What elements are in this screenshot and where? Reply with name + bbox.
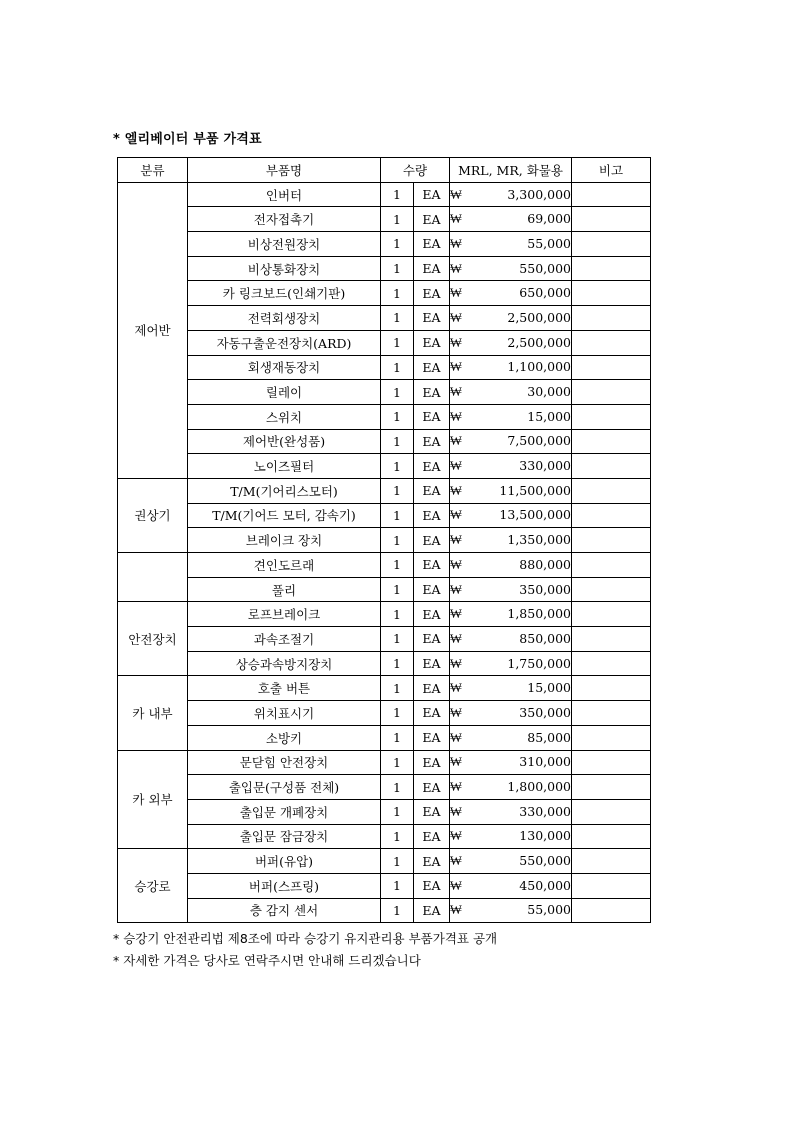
quantity-cell: 1 xyxy=(381,849,414,874)
document-title: * 엘리베이터 부품 가격표 xyxy=(113,132,262,147)
part-name-cell: 상승과속방지장치 xyxy=(188,651,381,676)
price-amount: 350,000 xyxy=(519,581,571,597)
table-row xyxy=(118,232,651,257)
unit-cell: EA xyxy=(414,528,450,553)
header-part-name: 부품명 xyxy=(188,158,381,183)
price-cell xyxy=(450,478,572,503)
part-name-cell: 인버터 xyxy=(188,182,381,207)
part-name-cell: 소방키 xyxy=(188,725,381,750)
currency-symbol: ₩ xyxy=(450,556,462,572)
quantity-cell: 1 xyxy=(381,627,414,652)
price-cell xyxy=(450,849,572,874)
price-cell xyxy=(450,676,572,701)
price-amount: 330,000 xyxy=(519,458,571,474)
remarks-cell xyxy=(572,701,651,726)
quantity-cell: 1 xyxy=(381,281,414,306)
part-name-cell: 과속조절기 xyxy=(188,627,381,652)
quantity-cell: 1 xyxy=(381,355,414,380)
price-amount: 85,000 xyxy=(527,729,571,745)
quantity-cell: 1 xyxy=(381,232,414,257)
unit-cell: EA xyxy=(414,849,450,874)
quantity-cell: 1 xyxy=(381,898,414,923)
unit-cell: EA xyxy=(414,651,450,676)
quantity-cell: 1 xyxy=(381,725,414,750)
currency-symbol: ₩ xyxy=(450,260,462,276)
table-row xyxy=(118,330,651,355)
part-name-cell: 노이즈필터 xyxy=(188,454,381,479)
category-cell: 카 내부 xyxy=(118,676,188,750)
currency-symbol: ₩ xyxy=(450,433,462,449)
unit-cell: EA xyxy=(414,330,450,355)
unit-cell: EA xyxy=(414,429,450,454)
price-cell xyxy=(450,256,572,281)
quantity-cell: 1 xyxy=(381,380,414,405)
table-row xyxy=(118,577,651,602)
remarks-cell xyxy=(572,577,651,602)
table-row xyxy=(118,207,651,232)
price-cell xyxy=(450,873,572,898)
currency-symbol: ₩ xyxy=(450,309,462,325)
currency-symbol: ₩ xyxy=(450,877,462,893)
part-name-cell: 견인도르래 xyxy=(188,553,381,578)
table-row xyxy=(118,627,651,652)
notes xyxy=(113,928,497,972)
table-row xyxy=(118,750,651,775)
unit-cell: EA xyxy=(414,355,450,380)
category-cell: 권상기 xyxy=(118,478,188,552)
price-cell xyxy=(450,898,572,923)
remarks-cell xyxy=(572,182,651,207)
remarks-cell xyxy=(572,750,651,775)
currency-symbol: ₩ xyxy=(450,828,462,844)
part-name-cell: 전자접촉기 xyxy=(188,207,381,232)
currency-symbol: ₩ xyxy=(450,359,462,375)
currency-symbol: ₩ xyxy=(450,779,462,795)
note-legal: * 승강기 안전관리법 제8조에 따라 승강기 유지관리용 부품가격표 공개 xyxy=(113,931,498,946)
remarks-cell xyxy=(572,404,651,429)
quantity-cell: 1 xyxy=(381,528,414,553)
table-row xyxy=(118,676,651,701)
part-name-cell: 비상전원장치 xyxy=(188,232,381,257)
currency-symbol: ₩ xyxy=(450,853,462,869)
quantity-cell: 1 xyxy=(381,429,414,454)
price-cell xyxy=(450,775,572,800)
unit-cell: EA xyxy=(414,380,450,405)
quantity-cell: 1 xyxy=(381,207,414,232)
unit-cell: EA xyxy=(414,207,450,232)
price-amount: 1,850,000 xyxy=(507,606,571,622)
table-row xyxy=(118,651,651,676)
currency-symbol: ₩ xyxy=(450,532,462,548)
quantity-cell: 1 xyxy=(381,577,414,602)
unit-cell: EA xyxy=(414,553,450,578)
price-amount: 1,100,000 xyxy=(507,359,571,375)
table-row xyxy=(118,281,651,306)
table-row xyxy=(118,799,651,824)
part-name-cell: 버퍼(유압) xyxy=(188,849,381,874)
table-row xyxy=(118,553,651,578)
quantity-cell: 1 xyxy=(381,256,414,281)
currency-symbol: ₩ xyxy=(450,630,462,646)
currency-symbol: ₩ xyxy=(450,729,462,745)
price-cell xyxy=(450,306,572,331)
remarks-cell xyxy=(572,775,651,800)
remarks-cell xyxy=(572,207,651,232)
unit-cell: EA xyxy=(414,404,450,429)
quantity-cell: 1 xyxy=(381,651,414,676)
price-amount: 310,000 xyxy=(519,754,571,770)
unit-cell: EA xyxy=(414,306,450,331)
price-amount: 11,500,000 xyxy=(499,482,571,498)
header-remarks: 비고 xyxy=(572,158,651,183)
currency-symbol: ₩ xyxy=(450,408,462,424)
remarks-cell xyxy=(572,281,651,306)
price-cell xyxy=(450,232,572,257)
currency-symbol: ₩ xyxy=(450,235,462,251)
table-row xyxy=(118,873,651,898)
remarks-cell xyxy=(572,478,651,503)
currency-symbol: ₩ xyxy=(450,655,462,671)
note-contact: * 자세한 가격은 당사로 연락주시면 안내해 드리겠습니다 xyxy=(113,953,421,968)
price-amount: 69,000 xyxy=(527,211,571,227)
table-row xyxy=(118,306,651,331)
table-row xyxy=(118,478,651,503)
quantity-cell: 1 xyxy=(381,330,414,355)
price-amount: 15,000 xyxy=(527,408,571,424)
price-amount: 15,000 xyxy=(527,680,571,696)
currency-symbol: ₩ xyxy=(450,581,462,597)
part-name-cell: 릴레이 xyxy=(188,380,381,405)
remarks-cell xyxy=(572,256,651,281)
unit-cell: EA xyxy=(414,676,450,701)
price-amount: 650,000 xyxy=(519,285,571,301)
unit-cell: EA xyxy=(414,799,450,824)
price-amount: 55,000 xyxy=(527,235,571,251)
price-amount: 3,300,000 xyxy=(507,186,571,202)
price-amount: 13,500,000 xyxy=(499,507,571,523)
price-amount: 130,000 xyxy=(519,828,571,844)
part-name-cell: 출입문(구성품 전체) xyxy=(188,775,381,800)
remarks-cell xyxy=(572,627,651,652)
currency-symbol: ₩ xyxy=(450,211,462,227)
price-cell xyxy=(450,207,572,232)
price-amount: 330,000 xyxy=(519,803,571,819)
remarks-cell xyxy=(572,355,651,380)
part-name-cell: 층 감지 센서 xyxy=(188,898,381,923)
price-amount: 850,000 xyxy=(519,630,571,646)
table-row xyxy=(118,404,651,429)
remarks-cell xyxy=(572,849,651,874)
price-amount: 1,350,000 xyxy=(507,532,571,548)
part-name-cell: T/M(기어리스모터) xyxy=(188,478,381,503)
quantity-cell: 1 xyxy=(381,873,414,898)
quantity-cell: 1 xyxy=(381,454,414,479)
quantity-cell: 1 xyxy=(381,750,414,775)
quantity-cell: 1 xyxy=(381,701,414,726)
part-name-cell: 버퍼(스프링) xyxy=(188,873,381,898)
quantity-cell: 1 xyxy=(381,503,414,528)
table-row xyxy=(118,256,651,281)
category-cell: 안전장치 xyxy=(118,602,188,676)
price-cell xyxy=(450,577,572,602)
table-row xyxy=(118,380,651,405)
part-name-cell: 자동구출운전장치(ARD) xyxy=(188,330,381,355)
remarks-cell xyxy=(572,651,651,676)
part-name-cell: 전력회생장치 xyxy=(188,306,381,331)
remarks-cell xyxy=(572,725,651,750)
unit-cell: EA xyxy=(414,725,450,750)
table-row xyxy=(118,503,651,528)
remarks-cell xyxy=(572,330,651,355)
price-amount: 550,000 xyxy=(519,853,571,869)
currency-symbol: ₩ xyxy=(450,803,462,819)
currency-symbol: ₩ xyxy=(450,384,462,400)
unit-cell: EA xyxy=(414,602,450,627)
currency-symbol: ₩ xyxy=(450,186,462,202)
currency-symbol: ₩ xyxy=(450,754,462,770)
price-cell xyxy=(450,380,572,405)
quantity-cell: 1 xyxy=(381,676,414,701)
table-row xyxy=(118,824,651,849)
part-name-cell: 호출 버튼 xyxy=(188,676,381,701)
part-name-cell: 카 링크보드(인쇄기판) xyxy=(188,281,381,306)
part-name-cell: 제어반(완성품) xyxy=(188,429,381,454)
unit-cell: EA xyxy=(414,503,450,528)
category-cell: 승강로 xyxy=(118,849,188,923)
currency-symbol: ₩ xyxy=(450,285,462,301)
unit-cell: EA xyxy=(414,750,450,775)
unit-cell: EA xyxy=(414,256,450,281)
price-amount: 1,750,000 xyxy=(507,655,571,671)
price-cell xyxy=(450,454,572,479)
price-cell xyxy=(450,824,572,849)
unit-cell: EA xyxy=(414,232,450,257)
price-cell xyxy=(450,429,572,454)
price-table xyxy=(117,157,651,923)
table-row xyxy=(118,775,651,800)
remarks-cell xyxy=(572,873,651,898)
remarks-cell xyxy=(572,306,651,331)
unit-cell: EA xyxy=(414,898,450,923)
remarks-cell xyxy=(572,454,651,479)
quantity-cell: 1 xyxy=(381,478,414,503)
category-cell: 카 외부 xyxy=(118,750,188,849)
table-row xyxy=(118,355,651,380)
quantity-cell: 1 xyxy=(381,553,414,578)
price-amount: 55,000 xyxy=(527,902,571,918)
quantity-cell: 1 xyxy=(381,602,414,627)
price-amount: 2,500,000 xyxy=(507,309,571,325)
remarks-cell xyxy=(572,824,651,849)
table-header-row xyxy=(118,158,651,183)
table-row xyxy=(118,602,651,627)
unit-cell: EA xyxy=(414,577,450,602)
price-cell xyxy=(450,799,572,824)
price-amount: 350,000 xyxy=(519,704,571,720)
currency-symbol: ₩ xyxy=(450,334,462,350)
price-cell xyxy=(450,182,572,207)
quantity-cell: 1 xyxy=(381,306,414,331)
table-row xyxy=(118,849,651,874)
price-cell xyxy=(450,281,572,306)
unit-cell: EA xyxy=(414,454,450,479)
part-name-cell: 위치표시기 xyxy=(188,701,381,726)
quantity-cell: 1 xyxy=(381,404,414,429)
price-cell xyxy=(450,503,572,528)
table-row xyxy=(118,454,651,479)
part-name-cell: 문닫힘 안전장치 xyxy=(188,750,381,775)
part-name-cell: 출입문 개폐장치 xyxy=(188,799,381,824)
currency-symbol: ₩ xyxy=(450,507,462,523)
table-body xyxy=(118,182,651,923)
table-row xyxy=(118,898,651,923)
remarks-cell xyxy=(572,602,651,627)
unit-cell: EA xyxy=(414,281,450,306)
currency-symbol: ₩ xyxy=(450,704,462,720)
price-cell xyxy=(450,627,572,652)
remarks-cell xyxy=(572,380,651,405)
price-cell xyxy=(450,404,572,429)
unit-cell: EA xyxy=(414,775,450,800)
remarks-cell xyxy=(572,898,651,923)
table-row xyxy=(118,725,651,750)
remarks-cell xyxy=(572,503,651,528)
unit-cell: EA xyxy=(414,873,450,898)
remarks-cell xyxy=(572,799,651,824)
part-name-cell: T/M(기어드 모터, 감속기) xyxy=(188,503,381,528)
table-row xyxy=(118,701,651,726)
price-cell xyxy=(450,553,572,578)
header-quantity: 수량 xyxy=(381,158,450,183)
currency-symbol: ₩ xyxy=(450,482,462,498)
price-cell xyxy=(450,528,572,553)
quantity-cell: 1 xyxy=(381,775,414,800)
part-name-cell: 로프브레이크 xyxy=(188,602,381,627)
price-amount: 2,500,000 xyxy=(507,334,571,350)
price-cell xyxy=(450,750,572,775)
price-amount: 880,000 xyxy=(519,556,571,572)
part-name-cell: 스위치 xyxy=(188,404,381,429)
table-row xyxy=(118,182,651,207)
part-name-cell: 출입문 잠금장치 xyxy=(188,824,381,849)
part-name-cell: 비상통화장치 xyxy=(188,256,381,281)
price-cell xyxy=(450,651,572,676)
price-amount: 550,000 xyxy=(519,260,571,276)
price-cell xyxy=(450,330,572,355)
quantity-cell: 1 xyxy=(381,799,414,824)
part-name-cell: 브레이크 장치 xyxy=(188,528,381,553)
table-row xyxy=(118,528,651,553)
remarks-cell xyxy=(572,429,651,454)
quantity-cell: 1 xyxy=(381,182,414,207)
price-amount: 1,800,000 xyxy=(507,779,571,795)
table-row xyxy=(118,429,651,454)
quantity-cell: 1 xyxy=(381,824,414,849)
part-name-cell: 풀리 xyxy=(188,577,381,602)
currency-symbol: ₩ xyxy=(450,680,462,696)
part-name-cell: 회생재동장치 xyxy=(188,355,381,380)
currency-symbol: ₩ xyxy=(450,458,462,474)
price-cell xyxy=(450,355,572,380)
currency-symbol: ₩ xyxy=(450,606,462,622)
unit-cell: EA xyxy=(414,478,450,503)
unit-cell: EA xyxy=(414,182,450,207)
price-amount: 450,000 xyxy=(519,877,571,893)
price-amount: 30,000 xyxy=(527,384,571,400)
remarks-cell xyxy=(572,528,651,553)
category-cell xyxy=(118,553,188,602)
price-cell xyxy=(450,602,572,627)
header-category: 분류 xyxy=(118,158,188,183)
category-cell: 제어반 xyxy=(118,182,188,478)
price-amount: 7,500,000 xyxy=(507,433,571,449)
price-cell xyxy=(450,701,572,726)
remarks-cell xyxy=(572,232,651,257)
remarks-cell xyxy=(572,676,651,701)
price-cell xyxy=(450,725,572,750)
remarks-cell xyxy=(572,553,651,578)
unit-cell: EA xyxy=(414,824,450,849)
unit-cell: EA xyxy=(414,701,450,726)
header-price: MRL, MR, 화물용 xyxy=(450,158,572,183)
unit-cell: EA xyxy=(414,627,450,652)
currency-symbol: ₩ xyxy=(450,902,462,918)
